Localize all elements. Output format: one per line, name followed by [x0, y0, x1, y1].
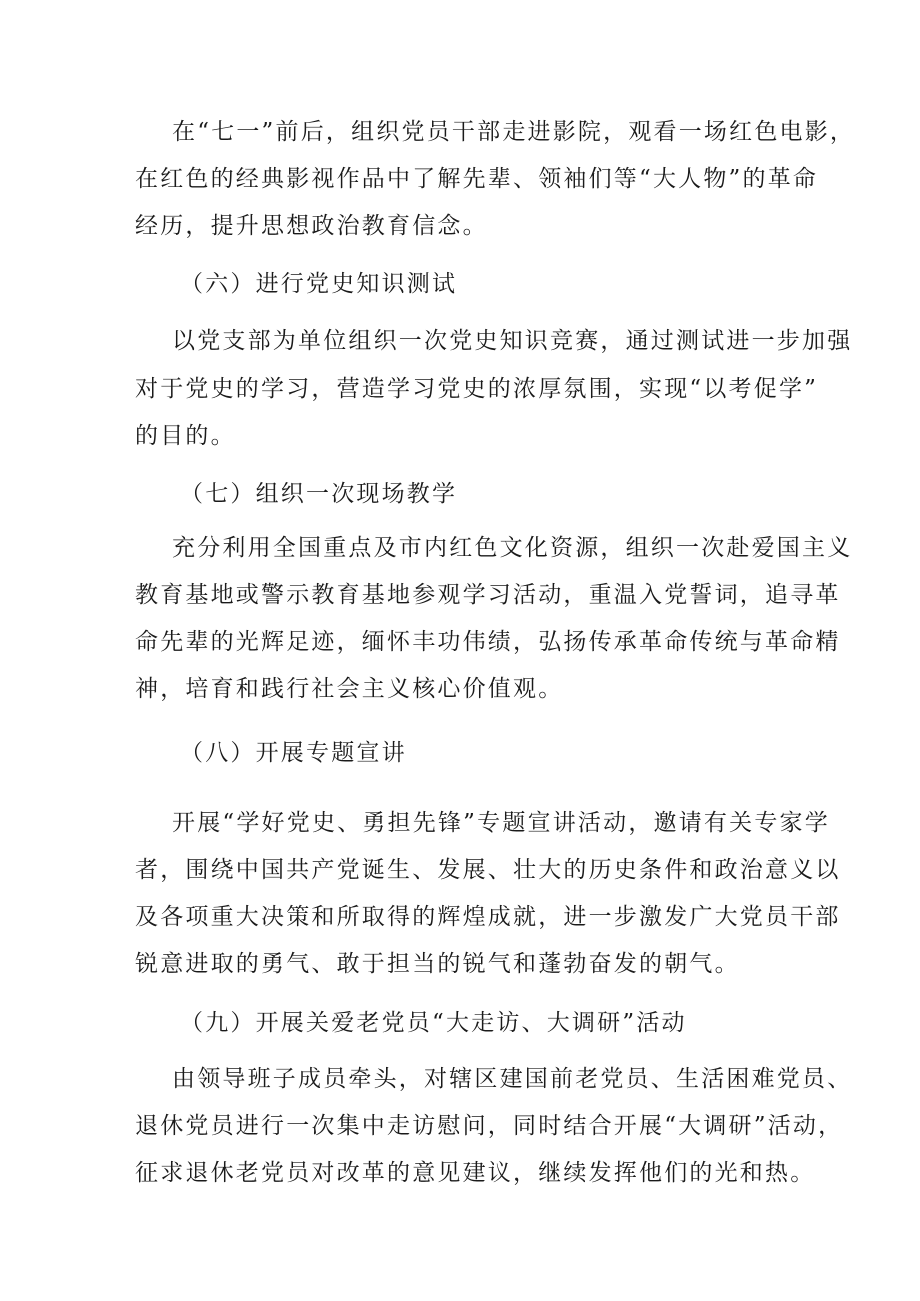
section-heading-7: （七）组织一次现场教学	[180, 481, 458, 507]
paragraph-line: 在“七一”前后，组织党员干部走进影院，观看一场红色电影，	[172, 119, 856, 145]
paragraph-line: 及各项重大决策和所取得的辉煌成就，进一步激发广大党员干部	[135, 904, 841, 930]
paragraph-line: 退休党员进行一次集中走访慰问，同时结合开展“大调研”活动，	[135, 1113, 844, 1139]
paragraph-line: 经历，提升思想政治教育信念。	[135, 213, 488, 239]
paragraph-line: 由领导班子成员牵头，对辖区建国前老党员、生活困难党员、	[172, 1066, 853, 1092]
paragraph-line: 对于党史的学习，营造学习党史的浓厚氛围，实现“以考促学”	[135, 376, 819, 402]
paragraph-line: 开展“学好党史、勇担先锋”专题宣讲活动，邀请有关专家学	[172, 810, 830, 836]
section-heading-6: （六）进行党史知识测试	[180, 271, 458, 297]
paragraph-line: 以党支部为单位组织一次党史知识竞赛，通过测试进一步加强	[172, 328, 853, 354]
paragraph-line: 征求退休老党员对改革的意见建议，继续发挥他们的光和热。	[135, 1160, 816, 1186]
section-heading-9: （九）开展关爱老党员“大走访、大调研”活动	[180, 1010, 687, 1036]
paragraph-line: 在红色的经典影视作品中了解先辈、领袖们等“大人物”的革命	[135, 166, 819, 192]
paragraph-line: 锐意进取的勇气、敢于担当的锐气和蓬勃奋发的朝气。	[135, 951, 740, 977]
paragraph-line: 充分利用全国重点及市内红色文化资源，组织一次赴爱国主义	[172, 535, 853, 561]
paragraph-line: 神，培育和践行社会主义核心价值观。	[135, 676, 564, 702]
paragraph-line: 者，围绕中国共产党诞生、发展、壮大的历史条件和政治意义以	[135, 857, 841, 883]
paragraph-line: 的目的。	[135, 423, 236, 449]
paragraph-line: 教育基地或警示教育基地参观学习活动，重温入党誓词，追寻革	[135, 582, 841, 608]
section-heading-8: （八）开展专题宣讲	[180, 740, 407, 766]
paragraph-line: 命先辈的光辉足迹，缅怀丰功伟绩，弘扬传承革命传统与革命精	[135, 629, 841, 655]
